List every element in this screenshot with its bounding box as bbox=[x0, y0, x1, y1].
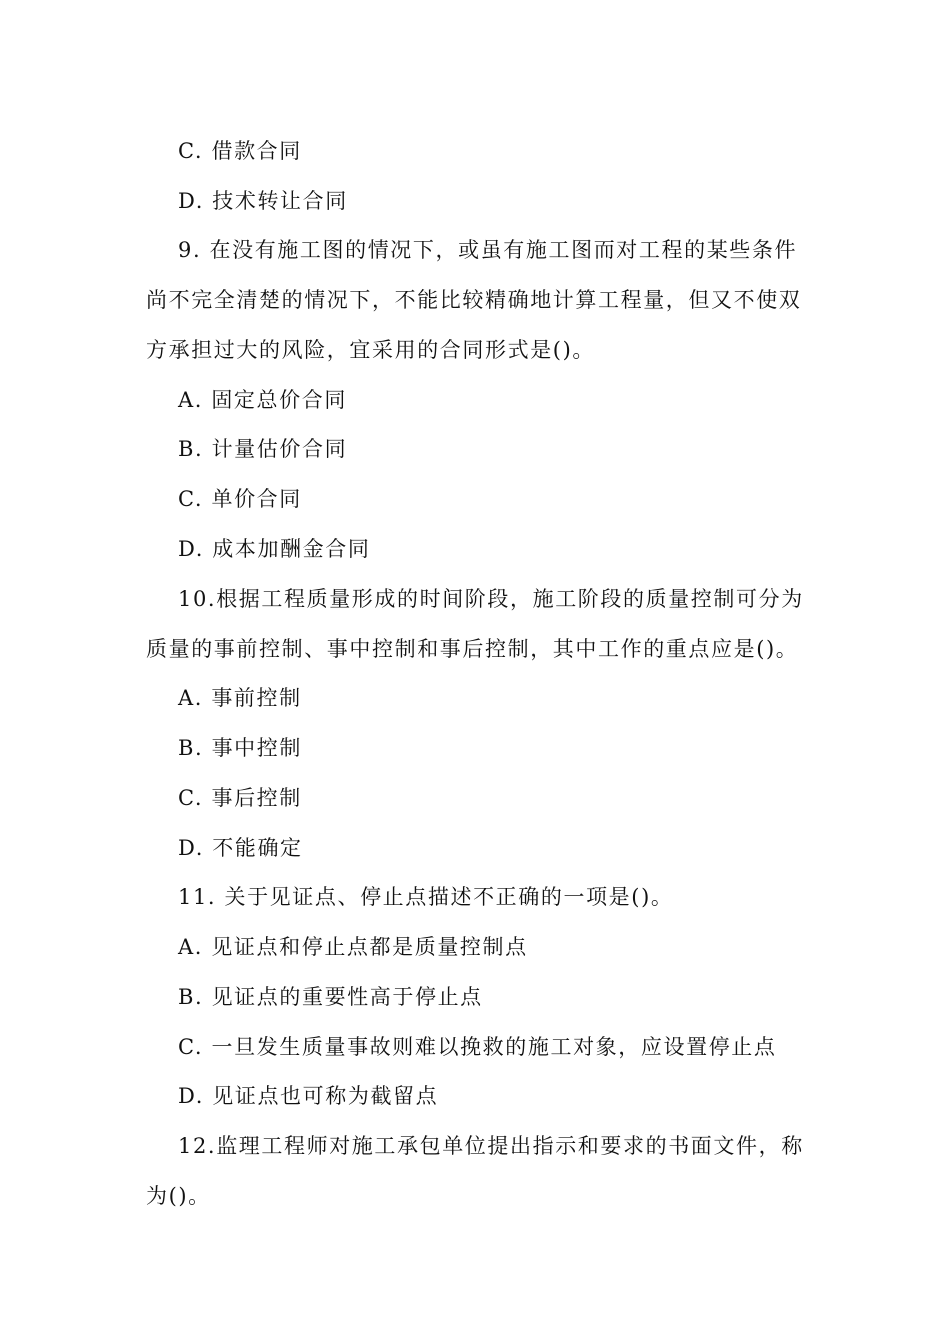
question-12-line-1: 12.监理工程师对施工承包单位提出指示和要求的书面文件，称 bbox=[178, 1134, 804, 1158]
option-11a: A. 见证点和停止点都是质量控制点 bbox=[178, 935, 528, 959]
option-9d: D. 成本加酬金合同 bbox=[178, 537, 371, 561]
option-10c: C. 事后控制 bbox=[178, 786, 302, 810]
option-9b: B. 计量估价合同 bbox=[178, 437, 348, 461]
option-8c: C. 借款合同 bbox=[178, 139, 302, 163]
question-12-line-2: 为()。 bbox=[146, 1184, 211, 1208]
option-10b: B. 事中控制 bbox=[178, 736, 302, 760]
option-10d: D. 不能确定 bbox=[178, 836, 303, 860]
option-11d: D. 见证点也可称为截留点 bbox=[178, 1084, 439, 1108]
option-9a: A. 固定总价合同 bbox=[178, 388, 347, 412]
option-11c: C. 一旦发生质量事故则难以挽救的施工对象，应设置停止点 bbox=[178, 1035, 777, 1059]
question-9-line-3: 方承担过大的风险，宜采用的合同形式是()。 bbox=[146, 338, 595, 362]
question-11: 11. 关于见证点、停止点描述不正确的一项是()。 bbox=[178, 885, 674, 909]
question-9-line-2: 尚不完全清楚的情况下，不能比较精确地计算工程量，但又不使双 bbox=[146, 288, 802, 312]
question-9-line-1: 9. 在没有施工图的情况下，或虽有施工图而对工程的某些条件 bbox=[178, 238, 798, 262]
option-10a: A. 事前控制 bbox=[178, 686, 302, 710]
option-8d: D. 技术转让合同 bbox=[178, 189, 348, 213]
option-9c: C. 单价合同 bbox=[178, 487, 302, 511]
question-10-line-1: 10.根据工程质量形成的时间阶段，施工阶段的质量控制可分为 bbox=[178, 587, 804, 611]
question-10-line-2: 质量的事前控制、事中控制和事后控制，其中工作的重点应是()。 bbox=[146, 637, 799, 661]
option-11b: B. 见证点的重要性高于停止点 bbox=[178, 985, 483, 1009]
